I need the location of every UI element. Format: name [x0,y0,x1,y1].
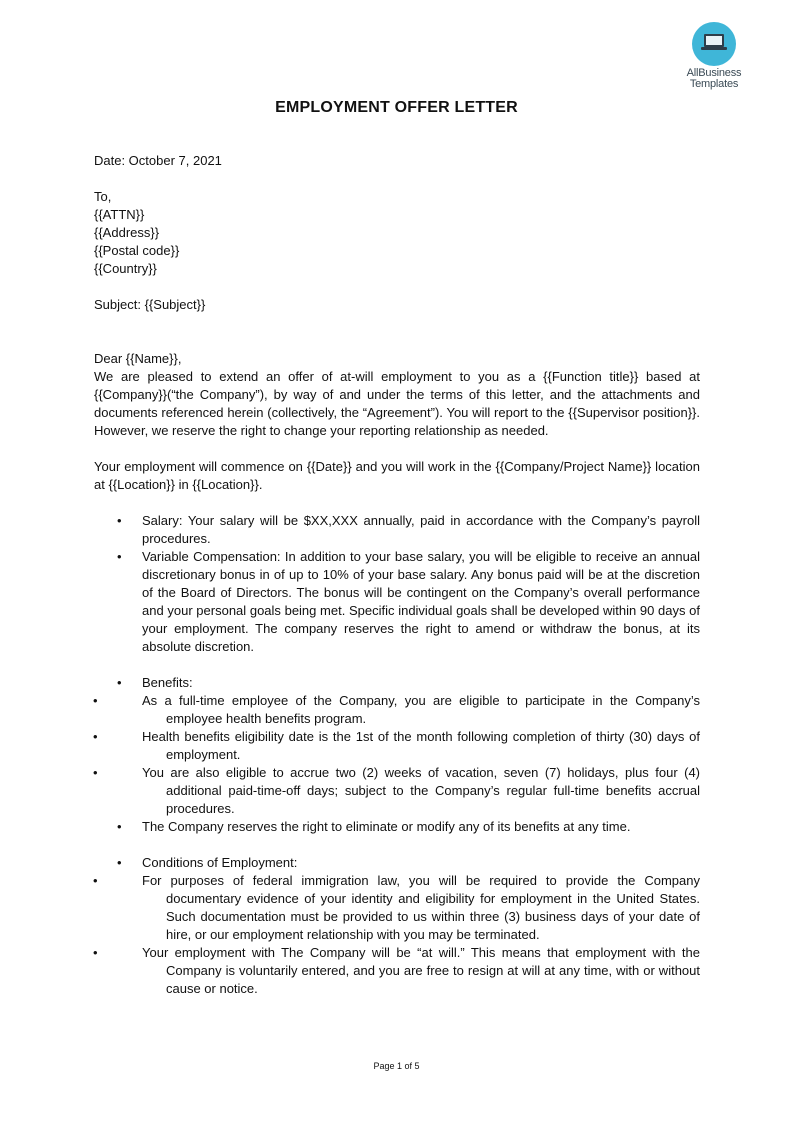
list-item [94,548,700,656]
list-item-text: Health benefits eligibility date is the 1st of the month following completion of thirty (30) days of employment. [142,729,700,762]
letter-body [94,152,700,998]
list-item: • For purposes of federal immigration law, you will be required to provide the Company documentary evidence of your identity and eligibility for employment in the United States. Such documentation must be provided to us within three (3) business days of your date of hire, or our employment relationship with you may be terminated. [93,873,700,942]
list-item-text: Salary: Your salary will be $XX,XXX annually, paid in accordance with the Company’s payroll procedures. [142,513,700,546]
list-item [94,818,700,836]
list-item-text: Your employment with The Company will be “at will.” This means that employment with the Company is voluntarily entered, and you are free to resign at will at any time, with or without cause or notice. [142,945,700,996]
logo-line-1: AllBusiness [686,67,742,79]
bullet: • [117,549,122,564]
bullet: • [117,513,122,528]
bullet: • [117,819,122,834]
address-line: {{Postal code}} [94,243,180,258]
company-logo [682,22,746,90]
list-item-text: You are also eligible to accrue two (2) weeks of vacation, seven (7) holidays, plus four (4) additional paid-time-off days; subject to the Company’s regular full-time benefits accrual procedures. [142,765,700,816]
address-line: {{Address}} [94,225,160,240]
address-line: {{Country}} [94,261,157,276]
logo-line-2: Templates [689,78,739,90]
page-number: Page 1 of 5 [373,1061,420,1071]
list-item: • Your employment with The Company will be “at will.” This means that employment with the Company is voluntarily entered, and you are free to resign at will at any time, with or without cause or notice. [93,945,700,996]
list-item: • As a full-time employee of the Company, you are eligible to participate in the Company’s employee health benefits program. [93,693,700,726]
conditions-heading: Conditions of Employment: [142,855,298,870]
letter-date: Date: October 7, 2021 [94,153,222,168]
logo-text [682,68,746,90]
list-item [94,854,700,872]
list-item-text: Variable Compensation: In addition to your base salary, you will be eligible to receive an annual discretionary bonus in of up to 10% of your base salary. Any bonus paid will be at the discretion of the Board of Directors. The bonus will be contingent on the Company’s overall performance and your personal goals being met. Specific individual goals shall be developed within 90 days of your employment. The company reserves the right to amend or withdraw the bonus, at its absolute discretion. [142,549,700,654]
document-title: EMPLOYMENT OFFER LETTER [275,99,518,116]
salutation: Dear {{Name}}, [94,351,182,366]
list-item [94,674,700,692]
bullet: • [117,675,122,690]
benefits-heading: Benefits: [142,675,193,690]
paragraph-commencement: Your employment will commence on {{Date}} and you will work in the {{Company/Project Name}} location at {{Location}} in {{Location}}. [94,459,700,492]
list-item-text: As a full-time employee of the Company, you are eligible to participate in the Company’s employee health benefits program. [142,693,700,726]
paragraph-offer: We are pleased to extend an offer of at-will employment to you as a {{Function title}} based at {{Company}}(“the Company”), by way of and under the terms of this letter, and the attachments and documents referenced herein (collectively, the “Agreement”). You will report to the {{Supervisor position}}. However, we reserve the right to change your reporting relationship as needed. [94,369,700,438]
list-item: • Health benefits eligibility date is the 1st of the month following completion of thirty (30) days of employment. [93,729,700,762]
list-item-text: For purposes of federal immigration law, you will be required to provide the Company documentary evidence of your identity and eligibility for employment in the United States. Such documentation must be provided to us within three (3) business days of your date of hire, or our employment relationship with you may be terminated. [142,873,700,942]
list-item-text: The Company reserves the right to eliminate or modify any of its benefits at any time. [142,819,631,834]
address-line: To, [94,189,112,204]
list-item: • You are also eligible to accrue two (2) weeks of vacation, seven (7) holidays, plus four (4) additional paid-time-off days; subject to the Company’s regular full-time benefits accrual procedures. [93,765,700,816]
bullet: • [117,855,122,870]
address-line: {{ATTN}} [94,207,145,222]
list-item [94,512,700,548]
laptop-icon [692,22,736,66]
letter-subject: Subject: {{Subject}} [94,297,206,312]
recipient-address [94,188,700,278]
